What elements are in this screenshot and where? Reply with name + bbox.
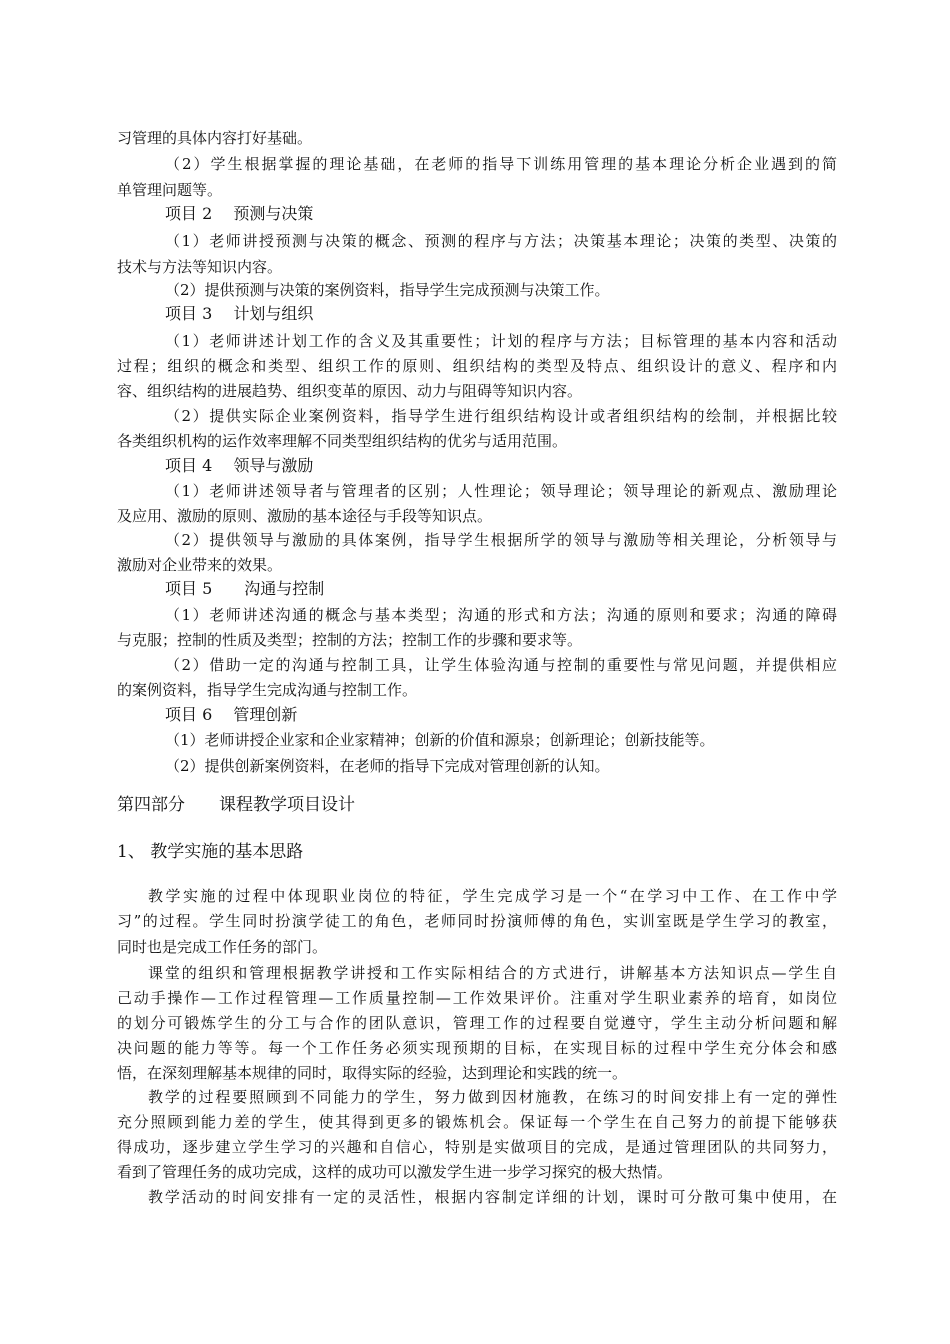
paragraph-line: 教学活动的时间安排有一定的灵活性，根据内容制定详细的计划，课时可分散可集中使用，在: [148, 1188, 837, 1206]
paragraph-line: 教学实施的过程中体现职业岗位的特征，学生完成学习是一个“在学习中工作、在工作中学: [148, 887, 837, 905]
paragraph-line: 充分照顾到能力差的学生，使其得到更多的锻炼机会。保证每一个学生在自己努力的前提下能够获: [117, 1113, 837, 1131]
paragraph-line: （1）老师讲述计划工作的含义及其重要性；计划的程序与方法；目标管理的基本内容和活动: [165, 332, 837, 350]
project-5-title: 项目 5 沟通与控制: [165, 580, 325, 598]
paragraph-line: 与克服；控制的性质及类型；控制的方法；控制工作的步骤和要求等。: [117, 631, 583, 649]
paragraph-line: 及应用、激励的原则、激励的基本途径与手段等知识点。: [117, 507, 493, 525]
paragraph-line: （1）老师讲授预测与决策的概念、预测的程序与方法；决策基本理论；决策的类型、决策的: [165, 232, 837, 250]
paragraph-line: 技术与方法等知识内容。: [117, 258, 283, 276]
paragraph-line: 的划分可锻炼学生的分工与合作的团队意识，管理工作的过程要自觉遵守，学生主动分析问题和解: [117, 1014, 837, 1032]
paragraph-line: （2）借助一定的沟通与控制工具，让学生体验沟通与控制的重要性与常见问题，并提供相应: [165, 656, 837, 674]
project-2-title: 项目 2 预测与决策: [165, 205, 314, 223]
paragraph-line: （2）提供领导与激励的具体案例，指导学生根据所学的领导与激励等相关理论，分析领导与: [165, 531, 837, 549]
paragraph-line: 决问题的能力等等。每一个工作任务必须实现预期的目标，在实现目标的过程中学生充分体会和感: [117, 1039, 837, 1057]
project-3-title: 项目 3 计划与组织: [165, 305, 314, 323]
paragraph-line: 各类组织机构的运作效率理解不同类型组织结构的优劣与适用范围。: [117, 432, 568, 450]
paragraph-line: 课堂的组织和管理根据教学讲授和工作实际相结合的方式进行，讲解基本方法知识点—学生自: [148, 964, 837, 982]
paragraph-line: 己动手操作—工作过程管理—工作质量控制—工作效果评价。注重对学生职业素养的培育，如岗位: [117, 989, 837, 1007]
project-4-title: 项目 4 领导与激励: [165, 457, 314, 475]
paragraph-line: （1）老师讲述领导者与管理者的区别；人性理论；领导理论；领导理论的新观点、激励理论: [165, 482, 837, 500]
paragraph-line: 习管理的具体内容打好基础。: [117, 129, 313, 147]
paragraph-line: （1）老师讲述沟通的概念与基本类型；沟通的形式和方法；沟通的原则和要求；沟通的障碍: [165, 606, 837, 624]
paragraph-line: 激励对企业带来的效果。: [117, 556, 283, 574]
paragraph-line: 习”的过程。学生同时扮演学徒工的角色，老师同时扮演师傅的角色，实训室既是学生学习的教室，: [117, 912, 837, 930]
project-6-title: 项目 6 管理创新: [165, 706, 298, 724]
paragraph-line: （1）老师讲授企业家和企业家精神；创新的价值和源泉；创新理论；创新技能等。: [165, 731, 715, 749]
paragraph-line: 单管理问题等。: [117, 181, 223, 199]
paragraph-line: 教学的过程要照顾到不同能力的学生，努力做到因材施教，在练习的时间安排上有一定的弹性: [148, 1088, 837, 1106]
paragraph-line: （2）提供实际企业案例资料，指导学生进行组织结构设计或者组织结构的绘制，并根据比较: [165, 407, 837, 425]
paragraph-line: （2）提供预测与决策的案例资料，指导学生完成预测与决策工作。: [165, 281, 610, 299]
part-heading: 第四部分 课程教学项目设计: [117, 795, 355, 815]
paragraph-line: 过程；组织的概念和类型、组织工作的原则、组织结构的类型及特点、组织设计的意义、程序和内: [117, 357, 837, 375]
paragraph-line: 同时也是完成工作任务的部门。: [117, 938, 328, 956]
paragraph-line: （2）学生根据掌握的理论基础，在老师的指导下训练用管理的基本理论分析企业遇到的简: [165, 155, 837, 173]
section-heading: 1、 教学实施的基本思路: [117, 842, 304, 862]
paragraph-line: 得成功，逐步建立学生学习的兴趣和自信心，特别是实做项目的完成，是通过管理团队的共同努力，: [117, 1138, 837, 1156]
paragraph-line: 悟，在深刻理解基本规律的同时，取得实际的经验，达到理论和实践的统一。: [117, 1064, 628, 1082]
paragraph-line: （2）提供创新案例资料，在老师的指导下完成对管理创新的认知。: [165, 757, 610, 775]
paragraph-line: 看到了管理任务的成功完成，这样的成功可以激发学生进一步学习探究的极大热情。: [117, 1163, 673, 1181]
paragraph-line: 的案例资料，指导学生完成沟通与控制工作。: [117, 681, 418, 699]
paragraph-line: 容、组织结构的进展趋势、组织变革的原因、动力与阻碍等知识内容。: [117, 382, 583, 400]
